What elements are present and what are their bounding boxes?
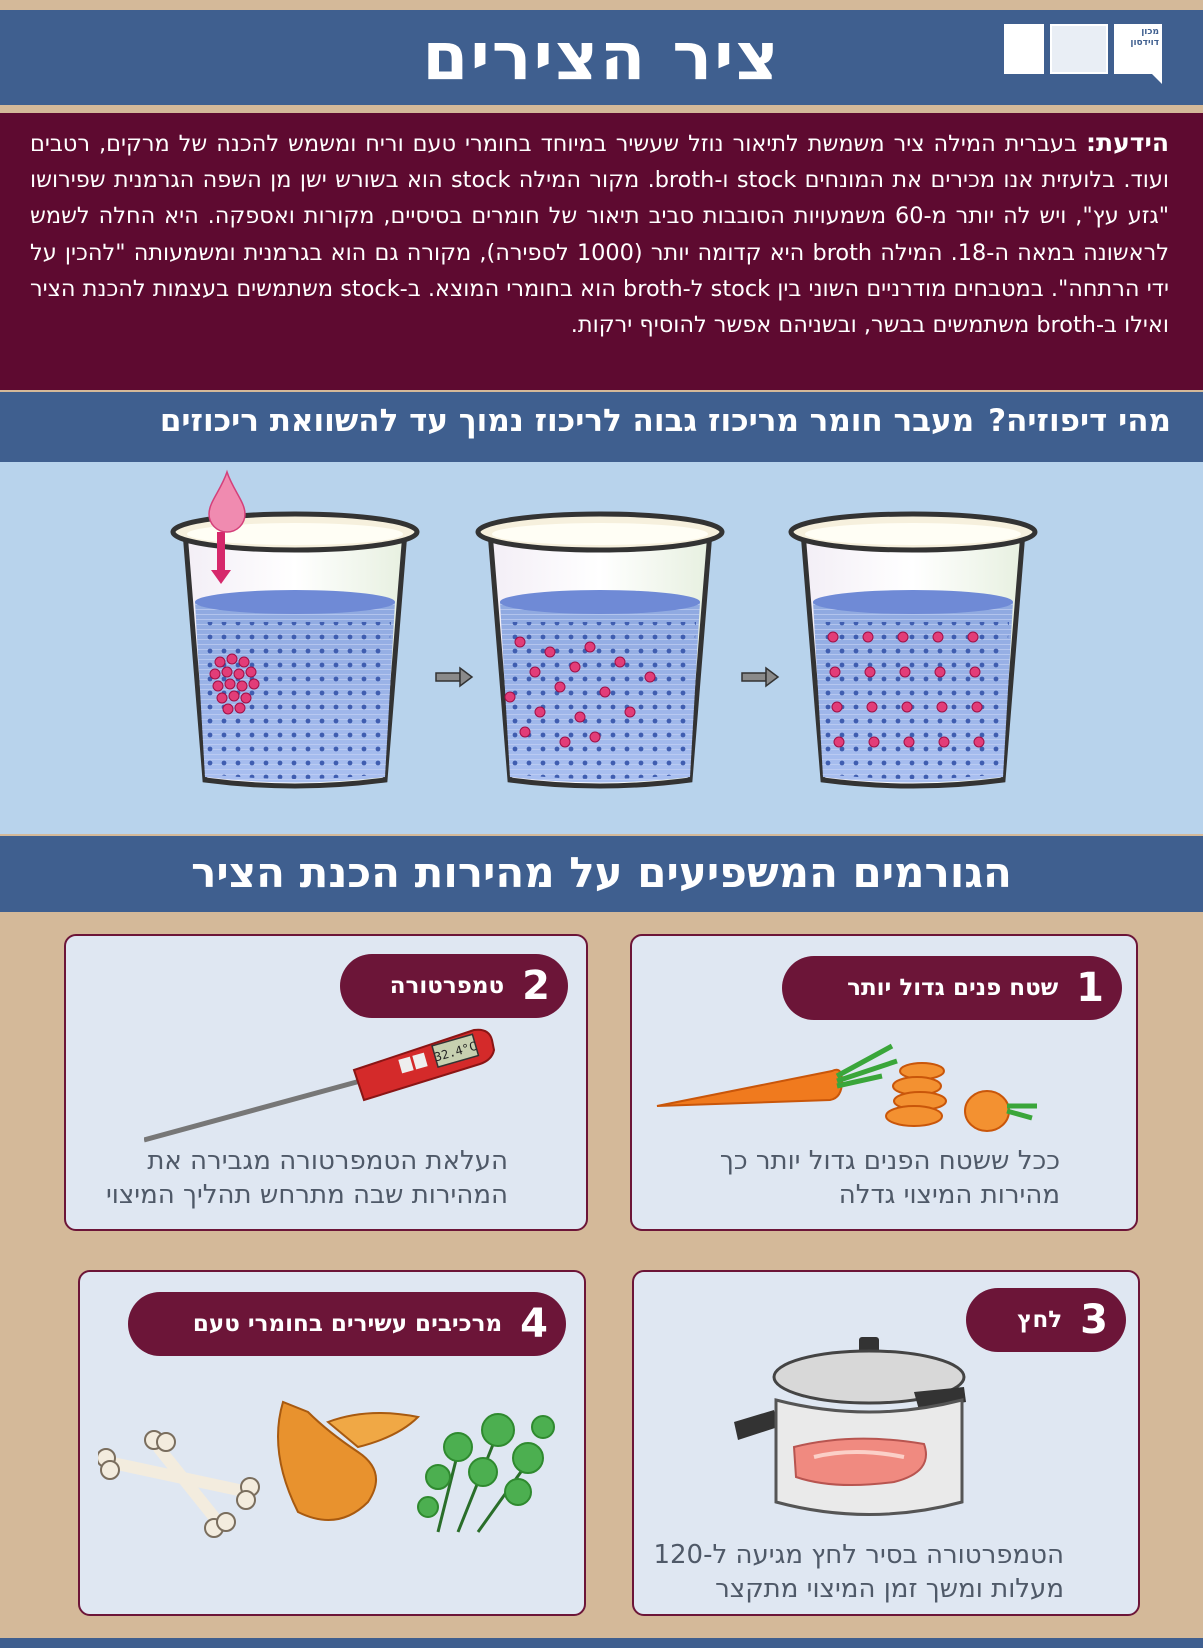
- factors-title-bar: [0, 836, 1203, 912]
- thermometer-reading: 32.4°C: [432, 1038, 479, 1065]
- pressure-cooker-icon: [734, 1332, 974, 1532]
- factor-description: [720, 1144, 1060, 1212]
- arrow-right-icon: [742, 668, 778, 686]
- factor-title: טמפרטורה: [389, 973, 505, 999]
- did-you-know-text: בעברית המילה ציר משמשת לתיאור נוזל שעשיר במיוחד בחומרי טעם וריח ומשמש להכנה של מרקים, רטבים ועוד. בלועזית אנו מכירים את המונחים stock ו-broth. מקור המילה stock הוא בשורש ישן מן השפה הגרמנית שפירושו "גזע עץ", ויש לה יותר מ-60 משמעויות הסובבות סביב תיאור של חומרים בסיסיים, מקורות ואספקה. היא החלה לשמש לראשונה במאה ה-18. המילה broth היא קדומה יותר (1000 לספירה), מקורה גם הוא בגרמנית ומשמעותה "להכין על ידי הרתחה". במטבחים מודרניים השוני בין stock ל-broth הוא בחומרי המוצא. ב-stock משתמשים בעצמות להכנת הציר ואילו ב-broth משתמשים בבשר, ובשניהם אפשר להוסיף ירקות.: [30, 131, 1169, 339]
- did-you-know-section: [0, 113, 1203, 390]
- beaker-3: [791, 514, 1035, 786]
- drop-icon: [209, 472, 245, 532]
- diffusion-illustration: [0, 462, 1203, 834]
- factor-card-pressure: [632, 1270, 1140, 1616]
- did-you-know-label: הידעת:: [1086, 128, 1169, 157]
- factor-number: 3: [1080, 1297, 1108, 1343]
- beaker-2: [478, 514, 722, 786]
- logo-text: מכון דוידסון: [1130, 27, 1159, 48]
- bones-icon: [98, 1431, 259, 1537]
- factor-pill-3: [966, 1288, 1126, 1352]
- factor-pill-2: [340, 954, 568, 1018]
- arrow-right-icon: [436, 668, 472, 686]
- factor-card-ingredients: [78, 1270, 586, 1616]
- factor-description-line: מעלות ומשך זמן המיצוי מתקצר: [715, 1574, 1064, 1604]
- factor-description-line: הטמפרטורה בסיר לחץ מגיעה ל-120: [653, 1540, 1064, 1570]
- factor-pill-4: [128, 1292, 566, 1356]
- beaker-1: [173, 514, 417, 786]
- diffusion-answer: מעבר חומר מריכוז גבוה לריכוז נמוך עד להשוואת ריכוזים: [159, 403, 975, 439]
- logo-mark-right: [1114, 24, 1162, 74]
- carrot-icon: [652, 1036, 1052, 1146]
- logo-mark-middle: [1050, 24, 1108, 74]
- factor-card-temperature: [64, 934, 588, 1231]
- factor-title: לחץ: [1017, 1307, 1063, 1333]
- factor-number: 2: [522, 963, 550, 1009]
- factor-title: שטח פנים גדול יותר: [847, 975, 1059, 1001]
- factor-number: 4: [520, 1301, 548, 1347]
- factor-description-line: העלאת הטמפרטורה מגבירה את: [147, 1146, 508, 1176]
- footer-line: [0, 1638, 1203, 1648]
- diffusion-definition-bar: [0, 392, 1203, 462]
- page-title: ציר הצירים: [422, 18, 781, 95]
- factor-number: 1: [1076, 965, 1104, 1011]
- factor-pill-1: [782, 956, 1122, 1020]
- herbs-icon: [418, 1414, 554, 1532]
- factor-description-line: ככל ששטח הפנים גדול יותר כך: [719, 1146, 1060, 1176]
- thermometer-icon: [144, 1028, 504, 1148]
- factor-card-surface-area: [630, 934, 1138, 1231]
- institute-logo: [1004, 24, 1166, 86]
- factor-description-line: מהירות המיצוי גדלה: [838, 1180, 1060, 1210]
- logo-mark-left: [1004, 24, 1044, 74]
- factor-description: [106, 1144, 508, 1212]
- beakers-diagram: [0, 462, 1203, 834]
- factor-title: מרכיבים עשירים בחומרי טעם: [192, 1311, 503, 1337]
- diffusion-question: מהי דיפוזיה?: [988, 403, 1171, 439]
- factors-title: הגורמים המשפיעים על מהירות הכנת הציר: [191, 848, 1012, 897]
- ingredients-illustration: [98, 1392, 558, 1542]
- chicken-wing-icon: [278, 1402, 418, 1520]
- header-bar: [0, 10, 1203, 105]
- factor-description-line: המהירות שבה מתרחש תהליך המיצוי: [105, 1180, 508, 1210]
- factor-description: [653, 1538, 1064, 1606]
